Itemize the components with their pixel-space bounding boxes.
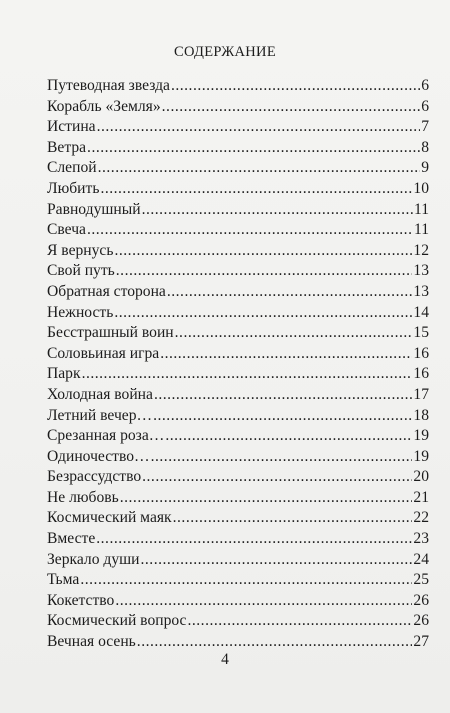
toc-entry-title: Нежность: [47, 303, 114, 321]
toc-dot-leader: [80, 570, 412, 591]
toc-entry: [47, 426, 429, 447]
toc-entry: [47, 158, 429, 179]
toc-dot-leader: [162, 97, 421, 118]
toc-entry-title: Космический вопрос: [47, 612, 187, 630]
toc-entry: [47, 632, 429, 653]
toc-entry: [47, 508, 429, 529]
toc-entry-title: Равнодушный: [47, 200, 141, 218]
toc-entry-page: 22: [413, 509, 429, 527]
toc-entry-title: Свеча: [47, 221, 86, 239]
toc-dot-leader: [116, 261, 413, 282]
toc-dot-leader: [151, 447, 413, 468]
toc-entry-title: Тьма: [47, 571, 80, 589]
toc-entry-page: 12: [413, 241, 429, 259]
toc-dot-leader: [137, 632, 413, 653]
toc-entry-page: 16: [413, 365, 429, 383]
toc-entry-title: Истина: [47, 118, 96, 136]
toc-dot-leader: [115, 591, 412, 612]
toc-dot-leader: [82, 364, 413, 385]
toc-dot-leader: [154, 385, 412, 406]
toc-entry-page: 26: [413, 591, 429, 609]
toc-entry-title: Холодная война: [47, 385, 153, 403]
toc-entry-page: 13: [413, 282, 429, 300]
toc-entry-page: 24: [413, 550, 429, 568]
toc-entry-title: Ветра: [47, 138, 87, 156]
toc-entry: [47, 220, 429, 241]
toc-dot-leader: [87, 220, 413, 241]
toc-entry-title: Космический маяк: [47, 509, 172, 527]
toc-entry-page: 9: [421, 159, 429, 177]
toc-entry: [47, 550, 429, 571]
toc-entry-title: Корабль «Земля»: [47, 97, 161, 115]
toc-entry: [47, 488, 429, 509]
toc-entry-title: Парк: [47, 365, 81, 383]
toc-dot-leader: [100, 179, 412, 200]
toc-entry-title: Соловьиная игра: [47, 344, 160, 362]
toc-entry: [47, 261, 429, 282]
toc-entry: [47, 344, 429, 365]
toc-entry-title: Срезанная роза…: [47, 427, 165, 445]
toc-dot-leader: [114, 303, 412, 324]
toc-entry-page: 23: [413, 530, 429, 548]
toc-entry-page: 19: [413, 447, 429, 465]
toc-dot-leader: [165, 426, 412, 447]
toc-entry-page: 15: [413, 324, 429, 342]
toc-entry-title: Обратная сторона: [47, 282, 166, 300]
toc-entry-page: 11: [413, 200, 429, 218]
toc-entry-page: 16: [413, 344, 429, 362]
toc-entry-title: Зеркало души: [47, 550, 140, 568]
toc-entry: [47, 447, 429, 468]
toc-entry-title: Безрассудство: [47, 468, 142, 486]
toc-entry-title: Вечная осень: [47, 633, 136, 651]
toc-dot-leader: [141, 550, 413, 571]
page-heading: СОДЕРЖАНИЕ: [174, 44, 276, 60]
toc-dot-leader: [120, 488, 413, 509]
toc-dot-leader: [97, 117, 421, 138]
toc-entry: [47, 97, 429, 118]
toc-entry: [47, 303, 429, 324]
toc-entry-page: 26: [413, 612, 429, 630]
toc-entry-page: 18: [413, 406, 429, 424]
toc-entry-title: Слепой: [47, 159, 97, 177]
toc-entry-title: Одиночество…: [47, 447, 150, 465]
toc-entry-page: 20: [413, 468, 429, 486]
toc-entry-page: 6: [421, 77, 429, 94]
toc-dot-leader: [153, 406, 412, 427]
toc-entry-page: 17: [413, 385, 429, 403]
toc-dot-leader: [114, 241, 412, 262]
toc-entry: [47, 179, 429, 200]
toc-dot-leader: [160, 344, 412, 365]
toc-entry-title: Я вернусь: [47, 241, 114, 259]
toc-entry-title: Любить: [47, 179, 100, 197]
toc-entry: [47, 570, 429, 591]
toc-entry: [47, 323, 429, 344]
toc-dot-leader: [87, 138, 420, 159]
toc-entry-page: 21: [413, 488, 429, 506]
toc-entry-page: 8: [421, 138, 429, 156]
toc-entry-title: Вместе: [47, 530, 96, 548]
toc-dot-leader: [142, 200, 413, 221]
toc-entry-page: 13: [413, 262, 429, 280]
toc-entry: [47, 406, 429, 427]
toc-entry: [47, 138, 429, 159]
toc-entry-title: Кокетство: [47, 591, 115, 609]
toc-entry: [47, 241, 429, 262]
toc-entry-page: 7: [421, 118, 429, 136]
page-number: 4: [221, 651, 229, 668]
toc-entry-page: 25: [413, 571, 429, 589]
toc-entry-page: 27: [413, 633, 429, 651]
toc-dot-leader: [96, 529, 412, 550]
toc-entry-title: Не любовь: [47, 488, 119, 506]
toc-entry-page: 6: [421, 97, 429, 115]
toc-entry-title: Бесстрашный воин: [47, 324, 174, 342]
toc-dot-leader: [142, 467, 412, 488]
toc-entry-page: 14: [413, 303, 429, 321]
toc-entry-title: Путеводная звезда: [47, 77, 170, 94]
toc-entry: [47, 364, 429, 385]
toc-dot-leader: [173, 508, 413, 529]
toc-entry-page: 11: [413, 221, 429, 239]
toc-dot-leader: [171, 76, 420, 97]
toc-entry: [47, 611, 429, 632]
toc-entry: [47, 529, 429, 550]
toc-dot-leader: [175, 323, 413, 344]
toc-entry: [47, 200, 429, 221]
toc-entry: [47, 385, 429, 406]
toc-entry: [47, 591, 429, 612]
toc-entry: [47, 467, 429, 488]
toc-entry-title: Свой путь: [47, 262, 115, 280]
toc-entry: [47, 76, 429, 97]
toc-entry-page: 19: [413, 427, 429, 445]
toc-entry: [47, 117, 429, 138]
toc-dot-leader: [98, 158, 421, 179]
toc-entry-title: Летний вечер…: [47, 406, 153, 424]
toc-entry-page: 10: [413, 179, 429, 197]
toc-dot-leader: [187, 611, 412, 632]
toc-entry: [47, 282, 429, 303]
toc-dot-leader: [167, 282, 413, 303]
table-of-contents: [47, 76, 429, 653]
